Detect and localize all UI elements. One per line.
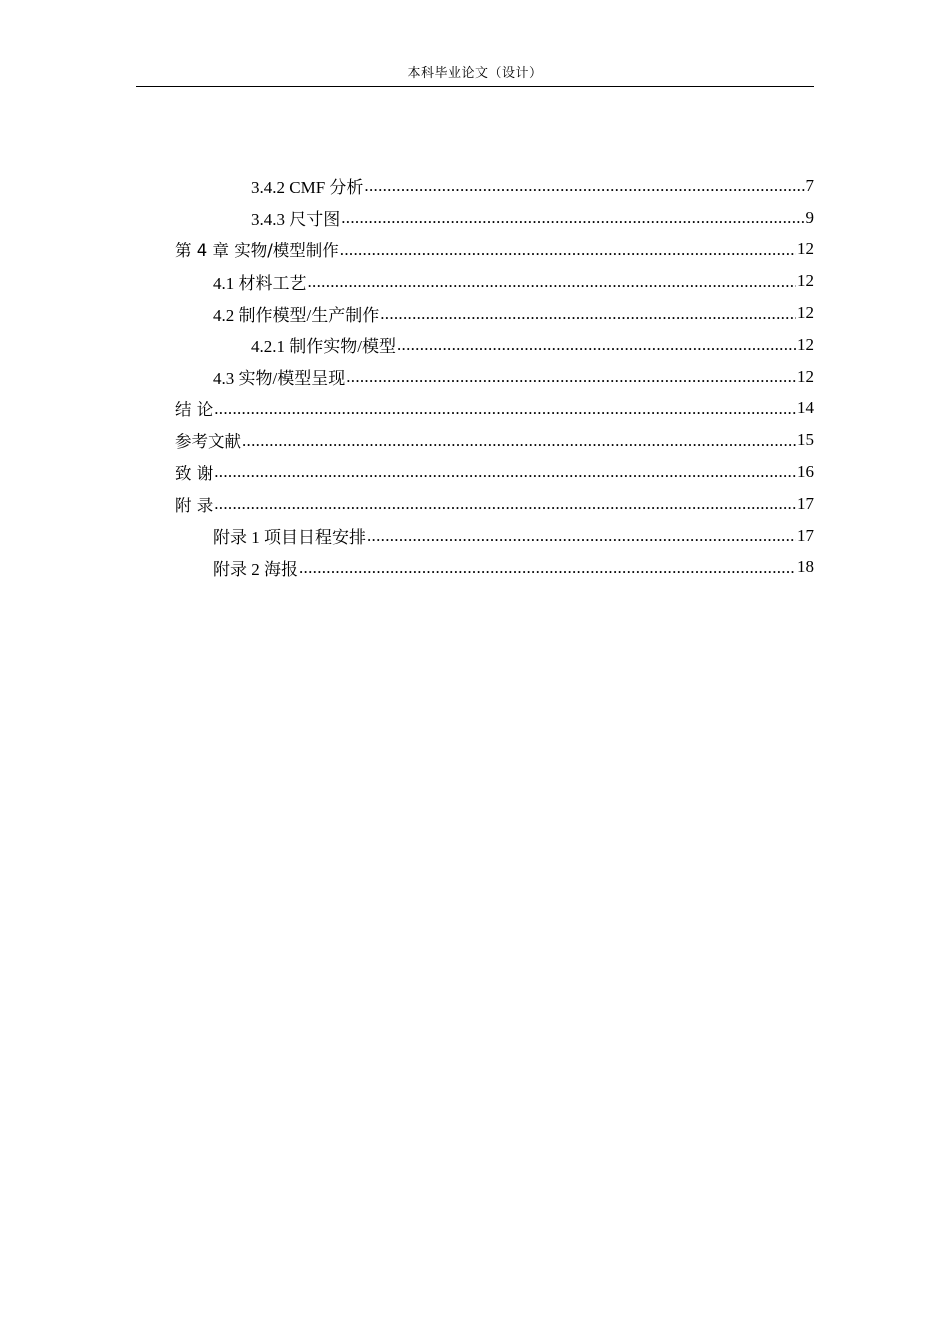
toc-dot-leader (367, 529, 796, 546)
toc-dot-leader (364, 179, 804, 196)
page-header (136, 60, 814, 87)
toc-chapter-entry[interactable] (175, 488, 814, 520)
table-of-contents (175, 170, 814, 583)
toc-entry-label: 参考文献 (175, 432, 241, 452)
toc-entry[interactable] (175, 361, 814, 393)
toc-dot-leader (214, 498, 796, 515)
toc-entry-label: 结 论 (175, 400, 214, 420)
toc-entry[interactable] (175, 170, 814, 202)
toc-entry-label: 附 录 (175, 495, 214, 515)
toc-dot-leader (308, 275, 797, 292)
toc-entry-page: 17 (797, 493, 814, 513)
toc-dot-leader (214, 466, 796, 483)
toc-entry-label: 致 谢 (175, 464, 214, 484)
toc-entry-label: 4.1 材料工艺 (213, 273, 307, 293)
toc-entry[interactable] (175, 265, 814, 297)
toc-entry-label: 附录 1 项目日程安排 (213, 528, 366, 548)
toc-chapter-entry[interactable] (175, 456, 814, 488)
toc-entry-label: 4.2.1 制作实物/模型 (251, 337, 396, 357)
toc-entry-label: 3.4.2 CMF 分析 (251, 178, 364, 198)
toc-dot-leader (346, 370, 796, 387)
toc-entry-label: 附录 2 海报 (213, 559, 298, 579)
toc-dot-leader (380, 307, 796, 324)
toc-dot-leader (299, 561, 796, 578)
toc-entry-page: 7 (805, 175, 814, 195)
toc-entry[interactable] (175, 202, 814, 234)
toc-entry-page: 12 (797, 366, 814, 386)
toc-dot-leader (214, 402, 796, 419)
toc-entry-page: 14 (797, 398, 814, 418)
toc-entry-page: 12 (797, 334, 814, 354)
toc-entry-page: 12 (797, 303, 814, 323)
toc-chapter-entry[interactable] (175, 393, 814, 425)
toc-entry[interactable] (175, 329, 814, 361)
toc-entry[interactable] (175, 520, 814, 552)
toc-entry-page: 12 (797, 271, 814, 291)
toc-entry-page: 15 (797, 430, 814, 450)
toc-entry[interactable] (175, 552, 814, 584)
toc-entry-page: 18 (797, 557, 814, 577)
toc-entry-label: 4.2 制作模型/生产制作 (213, 305, 380, 325)
toc-chapter-entry[interactable] (175, 234, 814, 266)
toc-dot-leader (242, 434, 796, 451)
toc-entry-page: 9 (805, 207, 814, 227)
toc-entry-label: 3.4.3 尺寸图 (251, 210, 341, 230)
toc-entry-page: 16 (797, 462, 814, 482)
toc-entry-label: 第 4 章 实物/模型制作 (175, 241, 339, 261)
header-title: 本科毕业论文（设计） (407, 65, 543, 80)
toc-chapter-entry[interactable] (175, 424, 814, 456)
toc-entry-label: 4.3 实物/模型呈现 (213, 369, 346, 389)
toc-entry[interactable] (175, 297, 814, 329)
toc-dot-leader (397, 338, 796, 355)
toc-dot-leader (340, 243, 796, 260)
toc-dot-leader (341, 211, 804, 228)
toc-entry-page: 17 (797, 525, 814, 545)
toc-entry-page: 12 (797, 239, 814, 259)
